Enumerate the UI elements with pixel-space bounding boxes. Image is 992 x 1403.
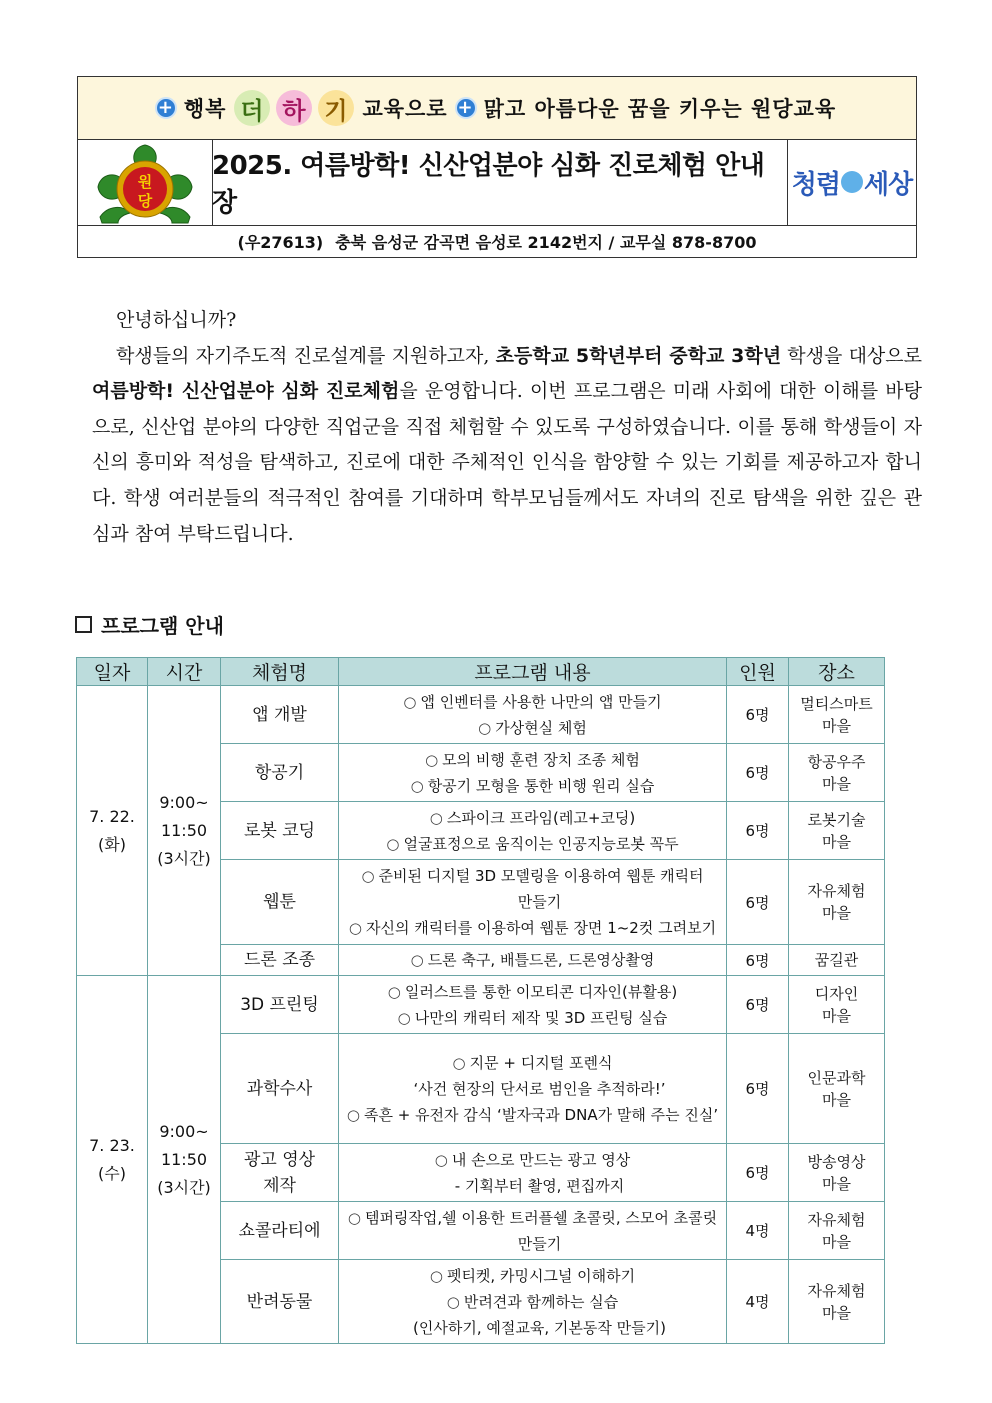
place-line: 마을 [822, 1174, 851, 1193]
program-name-cell: 로봇 코딩 [221, 802, 339, 860]
postal-code: (우27613) [237, 233, 324, 252]
place-cell [789, 1202, 885, 1260]
place-line: 방송영상 [807, 1152, 866, 1171]
slogan-bubble-2: 하 [276, 90, 312, 126]
place-cell [789, 860, 885, 945]
bullet-circle-icon: ○ [478, 718, 492, 737]
program-content [339, 1260, 727, 1344]
bullet-circle-icon: ○ [397, 1008, 411, 1027]
plus-icon: + [455, 97, 477, 119]
program-name: 여름방학! 신산업분야 심화 진로체험 [92, 380, 400, 403]
time-start-day1: 9:00~ [159, 792, 209, 812]
place-cell [789, 976, 885, 1034]
place-line: 자유체험 [807, 1281, 866, 1300]
integrity-logo [787, 139, 916, 225]
content-line: 반려견과 함께하는 실습 [463, 1292, 619, 1311]
program-name-cell: 반려동물 [221, 1260, 339, 1344]
program-name-cell [221, 1144, 339, 1202]
table-row [77, 686, 885, 744]
place-line: 자유체험 [807, 1210, 866, 1229]
place-cell [789, 802, 885, 860]
content-line: 만들기 [517, 893, 562, 911]
slogan-word-education: 교육으로 [362, 97, 448, 121]
weekday-day1: (화) [98, 834, 126, 854]
bullet-circle-icon: ○ [425, 750, 439, 769]
date-cell-day1 [77, 686, 148, 976]
content-line: 모의 비행 훈련 장치 조종 체험 [442, 750, 640, 769]
time-cell-day1 [148, 686, 221, 976]
content-line: 내 손으로 만드는 광고 영상 [451, 1150, 631, 1169]
content-line: 가상현실 체험 [495, 718, 587, 737]
count-cell: 6명 [727, 976, 789, 1034]
place-line: 마을 [822, 1232, 851, 1251]
content-line: 일러스트를 통한 이모티콘 디자인(뷰활용) [404, 982, 678, 1001]
program-name-cell: 웹툰 [221, 860, 339, 945]
address-row [78, 225, 916, 258]
program-name-line: 광고 영상 [243, 1149, 316, 1170]
flower-emblem-icon [78, 139, 212, 225]
bullet-circle-icon: ○ [429, 1266, 443, 1285]
program-table [76, 657, 885, 1344]
place-line: 마을 [822, 1303, 851, 1322]
bullet-circle-icon: ○ [386, 834, 400, 853]
count-cell: 6명 [727, 1034, 789, 1144]
program-name-cell: 3D 프린팅 [221, 976, 339, 1034]
duration-day1: (3시간) [157, 848, 211, 868]
content-line: 항공기 모형을 통한 비행 원리 실습 [427, 776, 655, 795]
logo-char-top: 원 [137, 173, 153, 191]
place-cell [789, 1034, 885, 1144]
place-line: 자유체험 [807, 882, 866, 900]
header-count: 인원 [727, 658, 789, 686]
content-line: 얼굴표정으로 움직이는 인공지능로봇 꼭두 [403, 834, 679, 853]
place-line: 멀티스마트 [800, 694, 873, 713]
school-address: 충북 음성군 감곡면 음성로 2142번지 / 교무실 878-8700 [335, 233, 757, 252]
place-cell: 꿈길관 [789, 945, 885, 976]
program-name-cell: 쇼콜라티에 [221, 1202, 339, 1260]
program-name-cell: 드론 조종 [221, 945, 339, 976]
program-content [339, 945, 727, 976]
greeting: 안녕하십니까? [116, 309, 237, 331]
bullet-circle-icon: ○ [387, 982, 401, 1001]
date-cell-day2 [77, 976, 148, 1344]
place-line: 마을 [822, 904, 851, 922]
bullet-circle-icon: ○ [429, 808, 443, 827]
place-line: 항공우주 [807, 752, 866, 771]
letter-body [92, 303, 922, 552]
bullet-circle-icon: ○ [361, 867, 375, 885]
program-name-cell: 앱 개발 [221, 686, 339, 744]
count-cell: 6명 [727, 744, 789, 802]
place-cell [789, 686, 885, 744]
program-content [339, 744, 727, 802]
bullet-circle-icon: ○ [410, 776, 424, 795]
time-start-day2: 9:00~ [159, 1121, 209, 1141]
header-name: 체험명 [221, 658, 339, 686]
document-title: 2025. 여름방학! 신산업분야 심화 진로체험 안내장 [212, 151, 765, 218]
content-line: 자신의 캐릭터를 이용하여 웹툰 장면 1~2컷 그려보기 [366, 919, 717, 937]
letterhead [77, 76, 917, 258]
logo-char-bottom: 당 [137, 192, 153, 210]
program-content [339, 1202, 727, 1260]
bullet-circle-icon: ○ [410, 951, 424, 969]
bullet-circle-icon: ○ [347, 1208, 361, 1227]
header-place: 장소 [789, 658, 885, 686]
globe-icon [841, 171, 863, 193]
time-end-day2: 11:50 [160, 1149, 208, 1169]
integrity-logo-left: 청렴 [791, 169, 840, 200]
plus-icon: + [155, 97, 177, 119]
place-line: 마을 [822, 716, 851, 735]
content-line: 스파이크 프라임(레고+코딩) [446, 808, 636, 827]
program-name-line: 제작 [263, 1175, 296, 1196]
content-line: 지문 + 디지털 포렌식 [469, 1053, 613, 1072]
place-line: 마을 [822, 1090, 851, 1109]
title-row [78, 139, 916, 226]
checkbox-square-icon [75, 616, 92, 633]
program-content [339, 976, 727, 1034]
place-line: 인문과학 [807, 1068, 866, 1087]
content-line: ‘사건 현장의 단서로 범인을 추적하라!’ [413, 1079, 666, 1098]
count-cell: 6명 [727, 1144, 789, 1202]
header-time: 시간 [148, 658, 221, 686]
content-line: 템퍼링작업,쉘 이용한 트러플쉘 초콜릿, 스모어 초콜릿 [364, 1208, 718, 1227]
program-content [339, 802, 727, 860]
bullet-circle-icon: ○ [346, 1105, 360, 1124]
date-day2: 7. 23. [89, 1135, 135, 1155]
content-line: 만들기 [517, 1234, 562, 1253]
school-logo [78, 139, 213, 225]
count-cell: 6명 [727, 860, 789, 945]
place-line: 디자인 [814, 984, 859, 1003]
place-cell [789, 1144, 885, 1202]
letter-text-e: 을 운영합니다. 이번 프로그램은 미래 사회에 대한 이해를 바탕으로, 신산업 분야의 다양한 직업군을 직접 체험할 수 있도록 구성하였습니다. 이를 통해 학생들이 자신의 흥미와 적성을 탐색하고, 진로에 대한 주체적인 인식을 함양할 수 있는 기회를 제공하고자 합니다. 학생 여러분들의 적극적인 참여를 기대하며 학부모님들께서도 자녀의 진로 탐색을 위한 깊은 관심과 참여 부탁드립니다. [92, 380, 922, 545]
program-name-cell: 과학수사 [221, 1034, 339, 1144]
letter-text-c: 학생을 대상으로 [781, 344, 922, 367]
count-cell: 6명 [727, 802, 789, 860]
slogan-bubble-1: 더 [234, 90, 270, 126]
slogan-word-happiness: 행복 [183, 97, 227, 121]
content-line: - 기획부터 촬영, 편집까지 [454, 1176, 625, 1195]
place-line: 로봇기술 [807, 810, 866, 829]
date-day1: 7. 22. [89, 806, 135, 826]
place-cell [789, 1260, 885, 1344]
slogan-bubble-3: 기 [318, 90, 354, 126]
slogan-row [78, 77, 916, 140]
content-line: 나만의 캐릭터 제작 및 3D 프린팅 실습 [414, 1008, 668, 1027]
letter-text-a: 학생들의 자기주도적 진로설계를 지원하고자, [116, 344, 496, 367]
letter-paragraph [92, 339, 922, 553]
slogan-tail: 맑고 아름다운 꿈을 키우는 원당교육 [483, 97, 837, 121]
bullet-circle-icon: ○ [452, 1053, 466, 1072]
table-row [77, 976, 885, 1034]
bullet-circle-icon: ○ [446, 1292, 460, 1311]
place-line: 마을 [822, 774, 851, 793]
integrity-logo-right: 세상 [864, 169, 913, 200]
bullet-circle-icon: ○ [403, 692, 417, 711]
bullet-circle-icon: ○ [348, 919, 362, 937]
time-end-day1: 11:50 [160, 820, 208, 840]
weekday-day2: (수) [98, 1163, 126, 1183]
content-line: (인사하기, 예절교육, 기본동작 만들기) [413, 1318, 666, 1337]
place-cell [789, 744, 885, 802]
count-cell: 4명 [727, 1202, 789, 1260]
program-name-cell: 항공기 [221, 744, 339, 802]
content-line: 드론 축구, 배틀드론, 드론영상촬영 [427, 951, 655, 969]
bullet-circle-icon: ○ [434, 1150, 448, 1169]
content-line: 족흔 + 유전자 감식 ‘발자국과 DNA가 말해 주는 진실’ [363, 1105, 719, 1124]
time-cell-day2 [148, 976, 221, 1344]
program-content [339, 1034, 727, 1144]
count-cell: 4명 [727, 1260, 789, 1344]
duration-day2: (3시간) [157, 1177, 211, 1197]
count-cell: 6명 [727, 945, 789, 976]
program-content [339, 1144, 727, 1202]
place-line: 마을 [822, 832, 851, 851]
content-line: 앱 인벤터를 사용한 나만의 앱 만들기 [420, 692, 662, 711]
target-grades: 초등학교 5학년부터 중학교 3학년 [495, 344, 782, 367]
section-title: 프로그램 안내 [101, 614, 224, 638]
count-cell: 6명 [727, 686, 789, 744]
section-heading [75, 610, 224, 639]
table-header-row [77, 658, 885, 686]
content-line: 펫티켓, 카밍시그널 이해하기 [446, 1266, 636, 1285]
header-content: 프로그램 내용 [339, 658, 727, 686]
place-line: 마을 [822, 1006, 851, 1025]
header-date: 일자 [77, 658, 148, 686]
program-content [339, 860, 727, 945]
content-line: 준비된 디지털 3D 모델링을 이용하여 웹툰 캐릭터 [378, 867, 704, 885]
program-content [339, 686, 727, 744]
